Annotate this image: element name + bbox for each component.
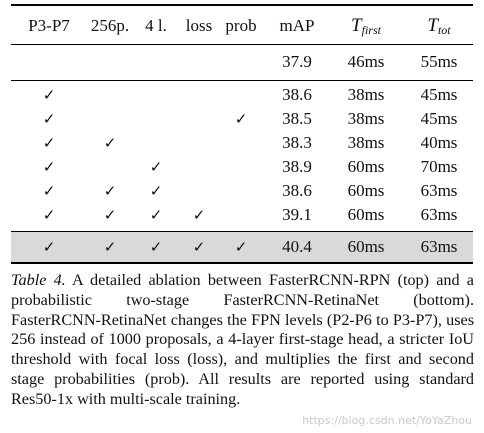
table-row-final [0, 232, 484, 262]
map-cell: 39.1 [282, 205, 312, 224]
header-t-tot: $T_{tot}$ [427, 15, 451, 37]
t-tot-cell: 45ms [420, 85, 458, 104]
check-mark [222, 200, 260, 230]
map-cell: 38.3 [282, 133, 312, 152]
table-top-rule [11, 4, 473, 6]
check-mark: ✓ [149, 158, 163, 176]
check-mark: ✓ [42, 158, 56, 176]
check-mark: ✓ [234, 238, 248, 256]
check-mark: ✓ [42, 182, 56, 200]
t-tot-cell: 45ms [420, 109, 458, 128]
table-caption [11, 271, 474, 410]
t-tot-cell: 63ms [420, 205, 458, 224]
check-mark: ✓ [149, 206, 163, 224]
header-4l: 4 l. [145, 16, 167, 35]
t-first-cell: 38ms [347, 133, 385, 152]
map-cell: 38.9 [282, 157, 312, 176]
t-tot-cell: 63ms [420, 181, 458, 200]
table-row [0, 200, 484, 230]
header-prob: prob [225, 16, 257, 35]
t-first-cell: 60ms [347, 237, 385, 256]
t-first-cell: 60ms [347, 205, 385, 224]
caption-text: A detailed ablation between FasterRCNN-RPN (top) and a probabilistic two-stage FasterRCNN-RetinaNet (bottom). FasterRCNN-RetinaNet changes the FPN levels (P2-P6 to P3-P7), uses 256 instead of 1000 proposals, a 4-layer first-stage head, a stricter IoU threshold with focal loss (loss), and multiplies the first and second stage probabilities (prob). All results are reported using standard Res50-1x with multi-scale training. [11, 271, 474, 408]
check-mark: ✓ [42, 86, 56, 104]
t-tot-cell: 55ms [420, 52, 458, 71]
table-header-row [0, 11, 484, 41]
table-row [0, 47, 484, 77]
t-first-cell: 46ms [347, 52, 385, 71]
t-first-cell: 60ms [347, 181, 385, 200]
check-mark: ✓ [42, 110, 56, 128]
t-first-cell: 38ms [347, 109, 385, 128]
check-mark: ✓ [42, 206, 56, 224]
header-t-first: $T_{first}$ [351, 15, 381, 37]
check-mark: ✓ [192, 206, 206, 224]
t-tot-cell: 63ms [420, 237, 458, 256]
header-256p: 256p. [90, 16, 130, 35]
map-cell: 40.4 [282, 237, 312, 256]
header-rule [11, 44, 473, 45]
map-cell: 38.5 [282, 109, 312, 128]
check-mark: ✓ [103, 206, 117, 224]
map-cell: 38.6 [282, 181, 312, 200]
table-bottom-rule [11, 262, 473, 264]
check-mark: ✓ [42, 238, 56, 256]
check-mark: ✓ [149, 182, 163, 200]
watermark: https://blog.csdn.net/YoYaZhou [302, 414, 472, 427]
check-mark: ✓ [103, 238, 117, 256]
header-loss: loss [185, 16, 213, 35]
caption-label: Table 4. [11, 271, 66, 289]
check-mark: ✓ [192, 238, 206, 256]
t-tot-cell: 70ms [420, 157, 458, 176]
check-mark: ✓ [234, 110, 248, 128]
header-p3p7: P3-P7 [28, 16, 70, 35]
t-first-cell: 60ms [347, 157, 385, 176]
check-mark: ✓ [149, 238, 163, 256]
t-first-cell: 38ms [347, 85, 385, 104]
map-cell: 37.9 [282, 52, 312, 71]
t-tot-cell: 40ms [420, 133, 458, 152]
header-map: mAP [279, 16, 315, 35]
check-mark: ✓ [103, 134, 117, 152]
check-mark: ✓ [103, 182, 117, 200]
check-mark: ✓ [42, 134, 56, 152]
map-cell: 38.6 [282, 85, 312, 104]
